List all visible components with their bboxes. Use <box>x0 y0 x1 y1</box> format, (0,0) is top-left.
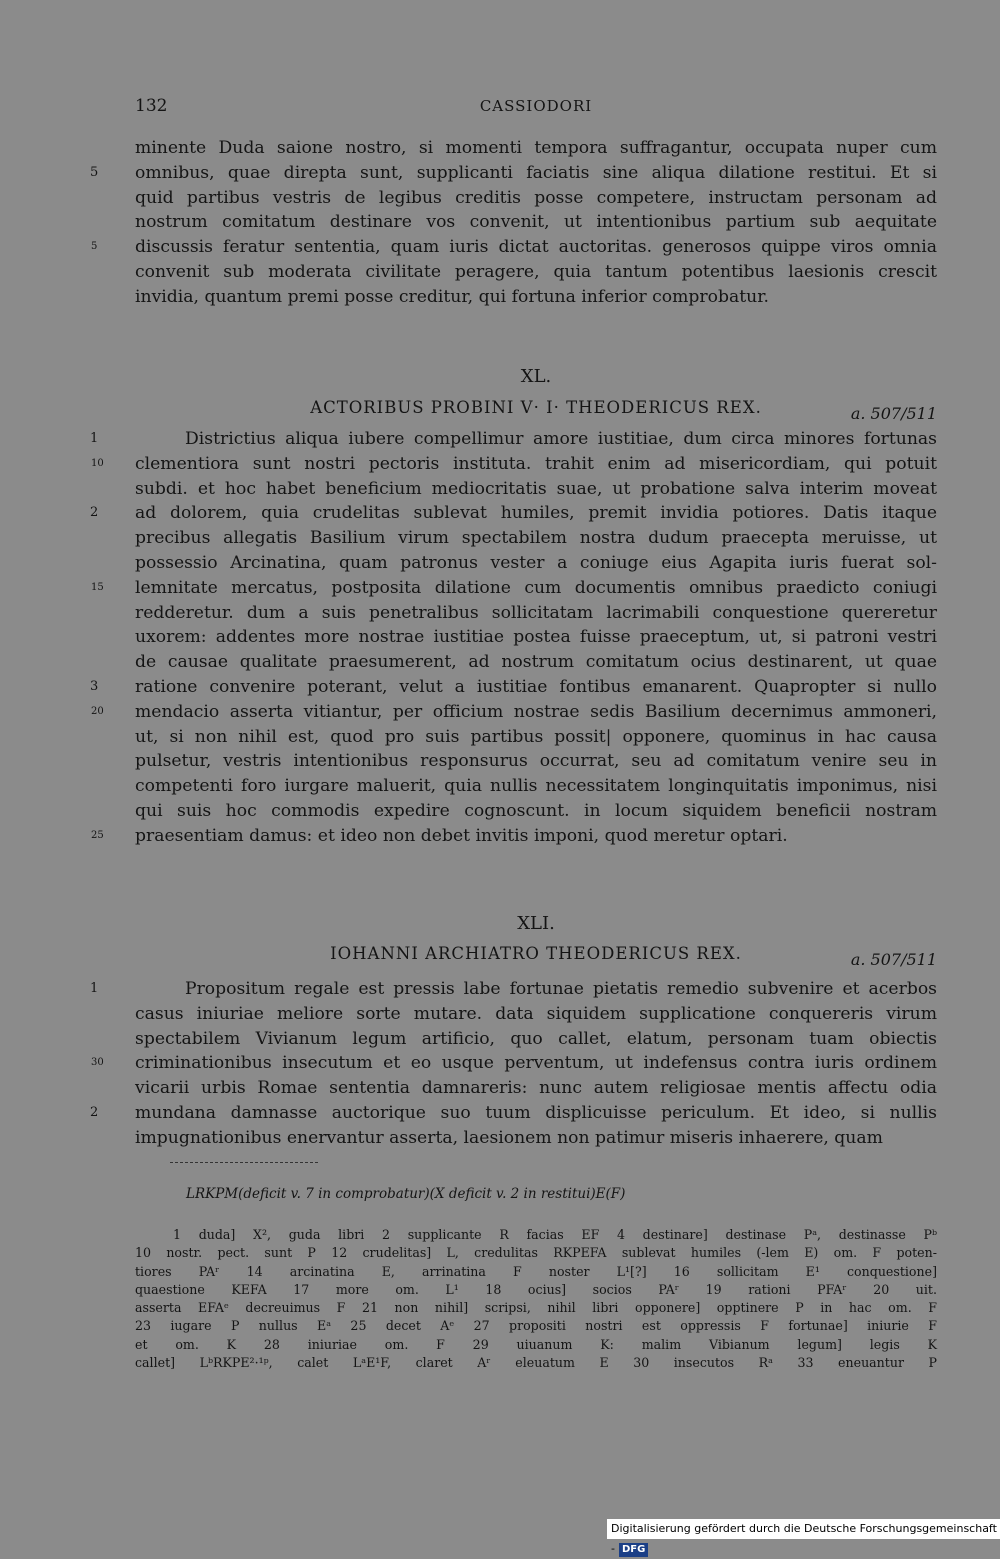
margin-line-number: 25 <box>91 829 104 841</box>
margin-line-number: 2 <box>90 1104 99 1120</box>
line-text: minente Duda saione nostro, si momenti tempora suffragantur, occupata nuper cum <box>135 138 937 158</box>
text-line <box>135 136 937 161</box>
line-text: precibus allegatis Basilium virum spectabilem nostra dudum praecepta meruisse, ut <box>135 528 937 549</box>
margin-line-number: 20 <box>91 705 104 717</box>
text-line <box>135 625 937 650</box>
text-line <box>135 749 937 774</box>
line-text: praesentiam damus: et ideo non debet invitis imponi, quod meretur optari. <box>135 825 788 846</box>
section-xli-text <box>90 977 937 1151</box>
line-text: Propositum regale est pressis labe fortunae pietatis remedio subvenire et acerbos <box>185 979 937 999</box>
line-text: mendacio asserta vitiantur, per officium nostrae sedis Basilium decernimus ammoneri, <box>135 701 937 722</box>
margin-line-number: 15 <box>91 581 104 593</box>
line-text: ut, si non nihil est, quod pro suis partibus possit| opponere, quominus in hac causa <box>135 726 937 747</box>
apparatus-line: callet] LᵇRKPE²·¹ᵖ, calet LᵃE¹F, claret Aʳ eleuatum E 30 insecutos Rᵃ 33 eneuantur P <box>135 1355 937 1371</box>
line-text: omnibus, quae direpta sunt, supplicanti faciatis sine aliqua dilatione restitui. Et si <box>135 162 937 183</box>
apparatus-line: tiores PAʳ 14 arcinatina E, arrinatina F noster L¹[?] 16 sollicitam E¹ conquestione] <box>135 1263 937 1279</box>
line-text: competenti foro iurgare maluerit, quia nullis necessitatem longinquitatis imponimus, nisi <box>135 776 937 797</box>
apparatus-line: 23 iugare P nullus Eᵃ 25 decet Aᵉ 27 propositi nostri est oppressis F fortunae] iniurie F <box>135 1318 937 1334</box>
margin-line-number: 10 <box>91 457 104 469</box>
apparatus-sigla: LRKPM(deficit v. 7 in comprobatur)(X deficit v. 2 in restitui)E(F) <box>186 1186 626 1202</box>
section-xl-date: a. 507/511 <box>850 404 937 423</box>
dfg-logo: DFG <box>619 1543 648 1557</box>
text-line <box>90 501 937 526</box>
apparatus-line: 1 duda] X², guda libri 2 supplicante R facias EF 4 destinare] destinase Pᵃ, destinasse Pᵇ <box>173 1227 937 1242</box>
text-line <box>91 235 937 260</box>
line-text: redderetur. dum a suis penetralibus sollicitatam lacrimabili conquestione quereretur <box>135 602 937 623</box>
text-line <box>135 260 937 285</box>
line-text: invidia, quantum premi posse creditur, qui fortuna inferior comprobatur. <box>135 286 769 307</box>
line-text: pulsetur, vestris intentionibus responsurus occurrat, seu ad comitatum venire seu in <box>135 751 937 772</box>
apparatus-line: asserta EFAᵉ decreuimus F 21 non nihil] scripsi, nihil libri opponere] opptinere P in hac om. F <box>135 1300 937 1316</box>
text-line <box>135 186 937 211</box>
page-number: 132 <box>135 96 168 116</box>
text-line <box>91 452 937 477</box>
line-text: clementiora sunt nostri pectoris instituta. trahit enim ad misericordiam, qui potuit <box>135 453 937 474</box>
text-line <box>135 1002 937 1027</box>
text-line <box>135 551 937 576</box>
digitization-footer[interactable] <box>607 1519 1000 1555</box>
line-text: spectabilem Vivianum legum artificio, quo callet, elatum, personam tuam obiectis <box>135 1028 937 1049</box>
page-header <box>135 96 937 120</box>
line-text: mundana damnasse auctorique suo tuum displicuisse periculum. Et ideo, si nullis <box>135 1102 937 1123</box>
line-text: vicarii urbis Romae sententia damnareris: nunc autem religiosae mentis affectu odia <box>135 1078 937 1099</box>
text-line <box>135 650 937 675</box>
text-line <box>135 1027 937 1052</box>
running-title: CASSIODORI <box>479 97 593 115</box>
line-text: convenit sub moderata civilitate peragere, quia tantum potentibus laesionis crescit <box>135 261 937 282</box>
text-line <box>91 576 937 601</box>
section-xl-text <box>90 427 937 849</box>
text-line <box>135 210 937 235</box>
top-paragraph <box>90 136 937 310</box>
margin-line-number: 5 <box>90 164 99 180</box>
apparatus-line: et om. K 28 iniuriae om. F 29 uiuanum K: malim Vibianum legum] legis K <box>135 1336 937 1352</box>
line-text: uxorem: addentes more nostrae iustitiae postea fuisse praeceptum, ut, si patroni vestri <box>135 627 937 648</box>
text-line <box>91 700 937 725</box>
apparatus-line: 10 nostr. pect. sunt P 12 crudelitas] L, credulitas RKPEFA sublevat humiles (-lem E) om. F poten- <box>135 1245 937 1261</box>
section-xl-number: XL. <box>520 366 552 387</box>
apparatus-line: quaestione KEFA 17 more om. L¹ 18 ocius] socios PAʳ 19 rationi PFAʳ 20 uit. <box>135 1281 937 1297</box>
line-text: quid partibus vestris de legibus creditis posse competere, instructam personam ad <box>135 187 937 208</box>
line-text: qui suis hoc commodis expedire cognoscunt. in locum siquidem beneficii nostram <box>135 800 937 821</box>
line-text: possessio Arcinatina, quam patronus vester a coniuge eius Agapita iuris fuerat sol- <box>135 552 937 573</box>
text-line <box>135 526 937 551</box>
line-text: impugnationibus enervantur asserta, laesionem non patimur miseris inhaerere, quam <box>135 1127 883 1148</box>
line-text: ad dolorem, quia crudelitas sublevat humiles, premit invidia potiores. Datis itaque <box>135 503 937 524</box>
line-text: lemnitate mercatus, postposita dilatione cum documentis omnibus praedicto coniugi <box>135 577 937 598</box>
section-xli-date: a. 507/511 <box>850 950 937 969</box>
margin-line-number: 30 <box>91 1057 104 1069</box>
text-line <box>135 601 937 626</box>
text-line <box>135 285 937 310</box>
margin-line-number: 1 <box>90 431 99 446</box>
line-text: subdi. et hoc habet beneficium mediocritatis suae, ut probatione salva interim moveat <box>135 478 937 499</box>
text-line <box>135 774 937 799</box>
text-line <box>135 799 937 824</box>
text-line <box>91 824 937 849</box>
margin-line-number: 2 <box>90 505 99 521</box>
line-text: de causae qualitate praesumerent, ad nostrum comitatum ocius destinarent, ut quae <box>135 652 937 673</box>
margin-line-number: 1 <box>90 981 99 996</box>
text-line <box>90 161 937 186</box>
critical-apparatus <box>135 1226 937 1372</box>
margin-line-number: 5 <box>91 241 98 253</box>
line-text: casus iniuriae meliore sorte mutare. data siquidem supplicatione conquereris virum <box>135 1003 937 1024</box>
section-xli-number: XLI. <box>517 913 555 934</box>
text-line <box>135 1126 937 1151</box>
margin-line-number: 3 <box>90 678 99 694</box>
section-xli-title: IOHANNI ARCHIATRO THEODERICUS REX. <box>330 944 742 963</box>
text-line <box>135 725 937 750</box>
line-text: nostrum comitatum destinare vos convenit, ut intentionibus partium sub aequitate <box>135 212 937 233</box>
text-line <box>91 1051 937 1076</box>
footer-text: Digitalisierung gefördert durch die Deutsche Forschungsgemeinschaft - <box>611 1522 997 1555</box>
text-line <box>90 427 937 452</box>
text-line <box>90 675 937 700</box>
line-text: discussis feratur sententia, quam iuris dictat auctoritas. generosos quippe viros omnia <box>135 237 937 258</box>
line-text: ratione convenire poterant, velut a iustitiae fontibus emanarent. Quapropter si nullo <box>135 676 937 697</box>
text-line <box>90 977 937 1002</box>
section-xli-heading <box>135 944 937 970</box>
line-text: criminationibus insecutum et eo usque perventum, ut indefensus contra iuris ordinem <box>135 1053 937 1074</box>
text-line <box>90 1101 937 1126</box>
text-line <box>135 1076 937 1101</box>
text-line <box>135 477 937 502</box>
footnote-separator <box>170 1162 318 1163</box>
line-text: Districtius aliqua iubere compellimur amore iustitiae, dum circa minores fortunas <box>185 429 937 449</box>
section-xl-heading <box>135 398 937 424</box>
section-xl-title: ACTORIBUS PROBINI V· I· THEODERICUS REX. <box>310 398 762 417</box>
